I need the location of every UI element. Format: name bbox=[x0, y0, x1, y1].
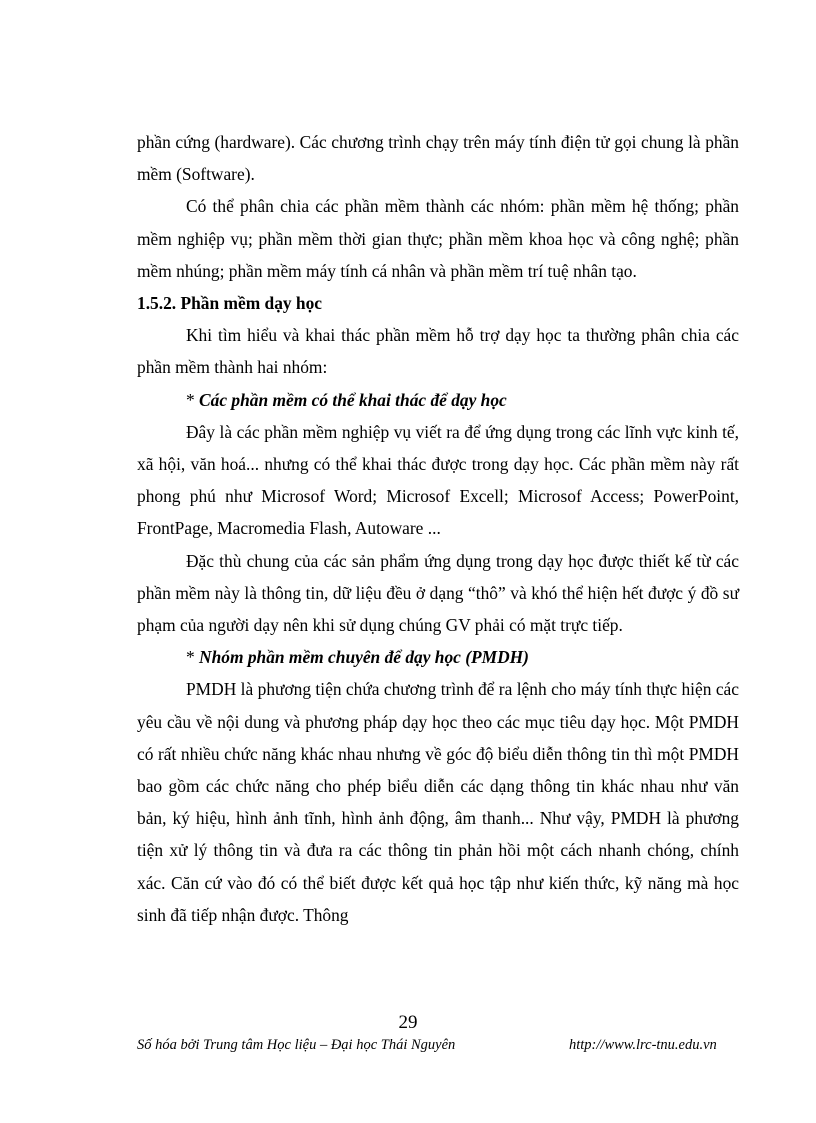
paragraph-software-groups: Có thể phân chia các phần mềm thành các nhóm: phần mềm hệ thống; phần mềm nghiệp vụ; phần mềm thời gian thực; phần mềm khoa học và công nghệ; phần mềm nhúng; phần mềm máy tính cá nhân và phần mềm trí tuệ nhân tạo. bbox=[137, 196, 739, 281]
footer-url: http://www.lrc-tnu.edu.vn bbox=[569, 1037, 717, 1053]
paragraph-intro-two-groups: Khi tìm hiểu và khai thác phần mềm hỗ trợ dạy học ta thường phân chia các phần mềm thành hai nhóm: bbox=[137, 325, 739, 378]
subheading-teaching-software bbox=[137, 641, 739, 673]
subheading-text: Nhóm phần mềm chuyên để dạy học (PMDH) bbox=[199, 647, 529, 668]
subheading-bullet: * bbox=[186, 389, 200, 410]
footer-digitized-by: Số hóa bởi Trung tâm Học liệu – Đại học Thái Nguyên bbox=[137, 1037, 456, 1053]
page-body bbox=[137, 126, 739, 931]
section-heading: 1.5.2. Phần mềm dạy học bbox=[137, 293, 323, 314]
paragraph-business-software: Đây là các phần mềm nghiệp vụ viết ra để ứng dụng trong các lĩnh vực kinh tế, xã hội, văn hoá... nhưng có thể khai thác được trong dạy học. Các phần mềm này rất phong phú như Microsof Word; Microsof Excell; Microsof Access; PowerPoint, FrontPage, Macromedia Flash, Autoware ... bbox=[137, 421, 739, 539]
paragraph-hardware-software: phần cứng (hardware). Các chương trình chạy trên máy tính điện tử gọi chung là phần mềm (Software). bbox=[137, 132, 739, 185]
paragraph-pmdh-description: PMDH là phương tiện chứa chương trình để ra lệnh cho máy tính thực hiện các yêu cầu về nội dung và phương pháp dạy học theo các mục tiêu dạy học. Một PMDH có rất nhiều chức năng khác nhau nhưng về góc độ biểu diễn thông tin thì một PMDH bao gồm các chức năng cho phép biểu diễn các dạng thông tin khác nhau như văn bản, ký hiệu, hình ảnh tĩnh, hình ảnh động, âm thanh... Như vậy, PMDH là phương tiện xử lý thông tin và đưa ra các thông tin phản hồi một cách nhanh chóng, chính xác. Căn cứ vào đó có thể biết được kết quả học tập như kiến thức, kỹ năng mà học sinh đã tiếp nhận được. Thông bbox=[137, 679, 739, 925]
subheading-bullet: * bbox=[186, 647, 200, 668]
subheading-text: Các phần mềm có thể khai thác để dạy học bbox=[199, 389, 507, 410]
paragraph-characteristics: Đặc thù chung của các sản phẩm ứng dụng trong dạy học được thiết kế từ các phần mềm này là thông tin, dữ liệu đều ở dạng “thô” và khó thể hiện hết được ý đồ sư phạm của người dạy nên khi sử dụng chúng GV phải có mặt trực tiếp. bbox=[137, 550, 739, 636]
subheading-exploitable-software bbox=[137, 384, 739, 416]
page-number: 29 bbox=[398, 1012, 418, 1033]
